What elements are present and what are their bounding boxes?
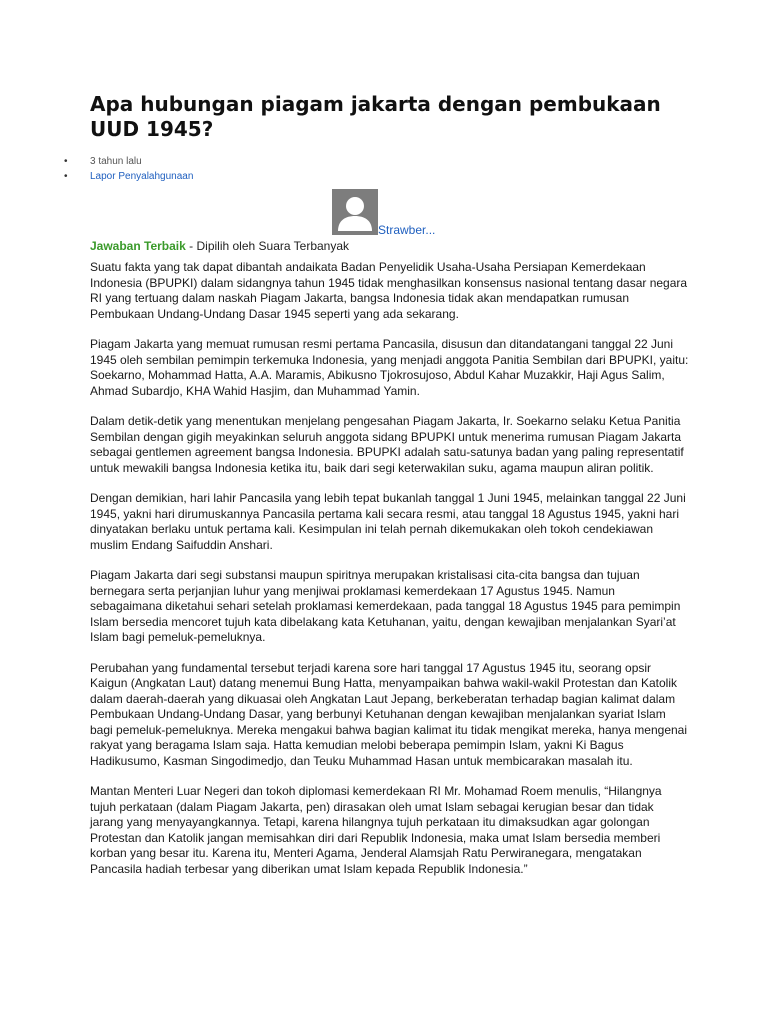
- answer-author: [90, 189, 690, 239]
- bullet-icon: •: [64, 156, 68, 167]
- answer-paragraph: Mantan Menteri Luar Negeri dan tokoh diplomasi kemerdekaan RI Mr. Mohamad Roem menulis, “Hilangnya tujuh perkataan (dalam Piagam Jakarta, pen) dirasakan oleh umat Islam sebagai kerugian besar dan tidak jarang yang menyayangkannya. Tetapi, karena hilangnya tujuh perkataan itu dimaksudkan agar golongan Protestan dan Katolik jangan memisahkan diri dari Republik Indonesia, maka umat Islam bersedia memberi korban yang besar itu. Karena itu, Menteri Agama, Jenderal Alamsjah Ratu Perwiranegara, mengatakan Pancasila hadiah terbesar yang diberikan umat Islam kepada Republik Indonesia.”: [90, 784, 662, 876]
- best-answer-subtitle: - Dipilih oleh Suara Terbanyak: [185, 239, 350, 253]
- answer-paragraph: Piagam Jakarta yang memuat rumusan resmi pertama Pancasila, disusun dan ditandatangani tanggal 22 Juni 1945 oleh sembilan pemimpin terkemuka Indonesia, yang menjadi anggota Panitia Sembilan dari BPUPKI, yaitu: Soekarno, Mohammad Hatta, A.A. Maramis, Abikusno Tjokrosujoso, Abdul Kahar Muzakkir, Haji Agus Salim, Ahmad Subardjo, KHA Wahid Hasjim, dan Muhammad Yamin.: [90, 337, 689, 398]
- author-name-link[interactable]: Strawber...: [378, 223, 436, 237]
- answer-paragraph: Suatu fakta yang tak dapat dibantah andaikata Badan Penyelidik Usaha-Usaha Persiapan Kemerdekaan Indonesia (BPUPKI) dalam sidangnya tahun 1945 tidak menghasilkan konsensus nasional tentang dasar negara RI yang tertuang dalam naskah Piagam Jakarta, bangsa Indonesia tidak akan mendapatkan rumusan Pembukaan Undang-Undang Dasar 1945 seperti yang ada sekarang.: [90, 260, 688, 321]
- answer-body: [90, 260, 690, 877]
- bullet-icon: •: [64, 171, 68, 182]
- best-answer-label: Jawaban Terbaik: [90, 239, 186, 253]
- answer-paragraph: Dengan demikian, hari lahir Pancasila yang lebih tepat bukanlah tanggal 1 Juni 1945, melainkan tanggal 22 Juni 1945, yakni hari dirumuskannya Pancasila pertama kali secara resmi, atau tanggal 18 Agustus 1945, yakni hari dinyatakan berlaku untuk pertama kali. Kesimpulan ini telah pernah dikemukakan oleh tokoh cendekiawan muslim Endang Saifuddin Anshari.: [90, 491, 686, 552]
- posted-time: 3 tahun lalu: [90, 156, 142, 167]
- answer-paragraph: Dalam detik-detik yang menentukan menjelang pengesahan Piagam Jakarta, Ir. Soekarno selaku Ketua Panitia Sembilan dengan gigih meyakinkan seluruh anggota sidang BPUPKI untuk menerima rumusan Piagam Jakarta sebagai gentlemen agreement bangsa Indonesia. BPUPKI adalah satu-satunya badan yang paling representatif untuk mewakili bangsa Indonesia ketika itu, baik dari segi keterwakilan suku, agama maupun aliran politik.: [90, 414, 684, 475]
- report-abuse-link[interactable]: Lapor Penyalahgunaan: [90, 171, 194, 182]
- answer-paragraph: Perubahan yang fundamental tersebut terjadi karena sore hari tanggal 17 Agustus 1945 itu, seorang opsir Kaigun (Angkatan Laut) datang menemui Bung Hatta, menyampaikan bahwa wakil-wakil Protestan dan Katolik dalam daerah-daerah yang dikuasai oleh Angkatan Laut Jepang, berkeberatan terhadap bagian kalimat dalam Pembukaan Undang-Undang Dasar, yang berbunyi Ketuhanan dengan kewajiban menjalankan syariat Islam bagi pemeluk-pemeluknya. Mereka mengakui bahwa bagian kalimat itu tidak mengikat mereka, hanya mengenai rakyat yang beragama Islam saja. Hatta kemudian melobi beberapa pemimpin Islam, yakni Ki Bagus Hadikusumo, Kasman Singodimedjo, dan Teuku Muhammad Hasan untuk membicarakan masalah itu.: [90, 660, 687, 768]
- question-title: Apa hubungan piagam jakarta dengan pembukaan UUD 1945?: [90, 92, 661, 141]
- meta-item-report: [64, 169, 690, 184]
- default-user-avatar-icon[interactable]: [332, 189, 378, 235]
- answer-paragraph: Piagam Jakarta dari segi substansi maupun spiritnya merupakan kristalisasi cita-cita bangsa dan tujuan bernegara serta perjanjian luhur yang menjiwai proklamasi kemerdekaan 17 Agustus 1945. Namun sebagaimana diketahui sehari setelah proklamasi kemerdekaan, pada tanggal 18 Agustus 1945 para pemimpin Islam bersedia mencoret tujuh kata dibelakang kata Ketuhanan, yaitu, dengan kewajiban menjalankan Syari’at Islam bagi pemeluk-pemeluknya.: [90, 568, 681, 644]
- meta-item-time: [64, 154, 690, 169]
- question-page: [64, 92, 690, 892]
- best-answer-header: [90, 239, 690, 254]
- question-meta-list: [64, 154, 690, 184]
